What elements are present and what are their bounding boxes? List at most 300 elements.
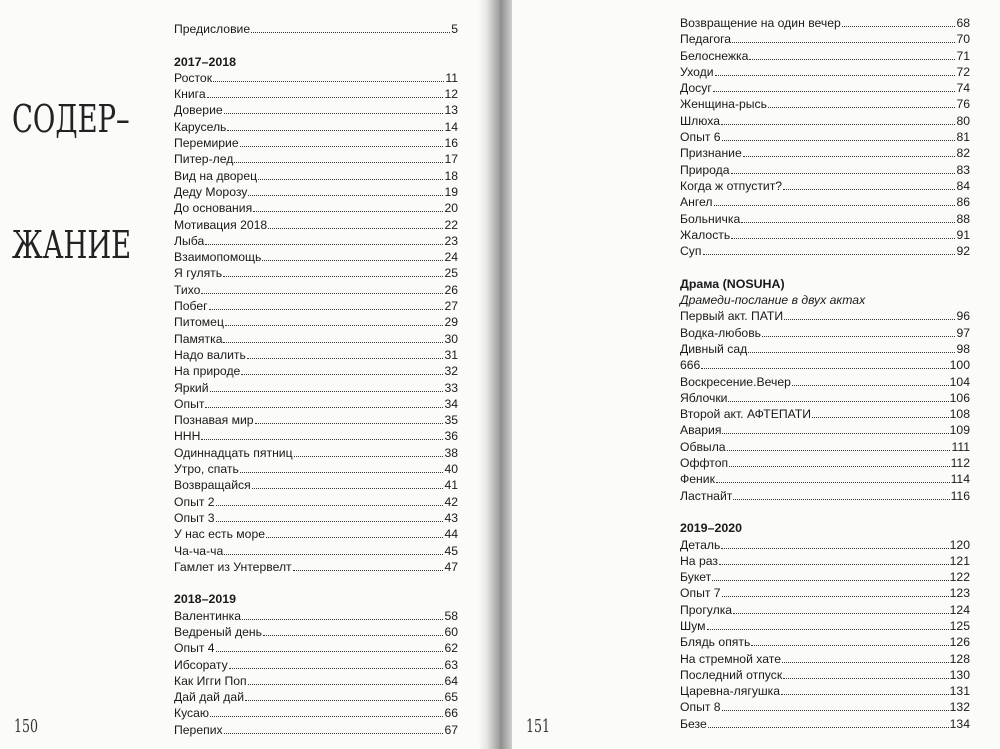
- toc-entry[interactable]: [680, 243, 970, 259]
- contents-title: [12, 14, 131, 350]
- toc-entry[interactable]: [174, 559, 458, 575]
- toc-entry[interactable]: [174, 722, 458, 738]
- toc-entry-page: 47: [444, 559, 458, 574]
- toc-leader-dots: [210, 716, 443, 717]
- toc-entry-title: Перепих: [174, 722, 223, 737]
- toc-entry-title: Опыт 7: [680, 586, 721, 601]
- toc-entry-page: 24: [444, 250, 458, 265]
- toc-entry-page: 120: [949, 537, 970, 552]
- toc-entry-title: Опыт 3: [174, 510, 215, 525]
- toc-leader-dots: [223, 342, 443, 343]
- toc-entry[interactable]: [680, 374, 970, 390]
- toc-entry[interactable]: [174, 428, 458, 444]
- toc-entry-page: 29: [444, 315, 458, 330]
- toc-entry-page: 111: [951, 439, 970, 454]
- toc-entry-page: 60: [444, 624, 458, 639]
- toc-entry[interactable]: [680, 455, 970, 471]
- toc-entry-title: На раз: [680, 553, 718, 568]
- toc-leader-dots: [207, 97, 444, 98]
- toc-leader-dots: [205, 407, 443, 408]
- toc-leader-dots: [722, 710, 949, 711]
- toc-entry[interactable]: [174, 102, 458, 118]
- toc-entry-title: Дай дай дай: [174, 690, 245, 705]
- toc-entry-title: Одиннадцать пятниц: [174, 445, 293, 460]
- toc-leader-dots: [714, 205, 956, 206]
- toc-entry[interactable]: [174, 298, 458, 314]
- toc-entry[interactable]: [680, 683, 970, 699]
- toc-entry-page: 13: [444, 103, 458, 118]
- toc-entry[interactable]: [680, 64, 970, 80]
- toc-entry-title: Доверие: [174, 103, 223, 118]
- toc-entry-title: Прогулка: [680, 602, 733, 617]
- toc-entry-title: Книга: [174, 87, 206, 102]
- toc-entry-title: Питомец: [174, 315, 224, 330]
- toc-entry[interactable]: [174, 233, 458, 249]
- toc-leader-dots: [241, 374, 443, 375]
- toc-entry-page: 81: [956, 130, 970, 145]
- toc-column-right: [680, 15, 970, 732]
- toc-entry[interactable]: [680, 634, 970, 650]
- toc-entry[interactable]: [174, 477, 458, 493]
- toc-entry-page: 124: [949, 602, 970, 617]
- toc-leader-dots: [248, 195, 443, 196]
- toc-entry[interactable]: [680, 537, 970, 553]
- toc-entry[interactable]: [174, 380, 458, 396]
- toc-leader-dots: [216, 521, 444, 522]
- toc-entry[interactable]: [680, 129, 970, 145]
- toc-entry[interactable]: [680, 113, 970, 129]
- toc-leader-dots: [205, 244, 443, 245]
- toc-entry-title: Опыт 6: [680, 130, 721, 145]
- toc-leader-dots: [258, 179, 443, 180]
- toc-entry-page: 66: [444, 706, 458, 721]
- toc-entry[interactable]: [174, 608, 458, 624]
- toc-entry-preface[interactable]: [174, 21, 458, 37]
- toc-entry-title: Ибсорату: [174, 657, 228, 672]
- toc-leader-dots: [751, 645, 948, 646]
- toc-entry[interactable]: [174, 200, 458, 216]
- toc-entry[interactable]: [680, 308, 970, 324]
- toc-column-left: [174, 21, 458, 738]
- toc-leader-dots: [248, 684, 444, 685]
- section-heading: Драма (NOSUHA): [680, 276, 785, 291]
- toc-entry[interactable]: [680, 618, 970, 634]
- toc-entry-page: 11: [445, 70, 458, 85]
- toc-entry[interactable]: [680, 602, 970, 618]
- toc-entry-page: 44: [444, 527, 458, 542]
- section-heading: 2018–2019: [174, 592, 237, 607]
- section-subtitle: Драмеди-послание в двух актах: [680, 293, 866, 308]
- toc-entry[interactable]: [174, 347, 458, 363]
- toc-leader-dots: [741, 222, 955, 223]
- toc-leader-dots: [722, 596, 949, 597]
- toc-entry[interactable]: [174, 265, 458, 281]
- toc-leader-dots: [792, 385, 949, 386]
- toc-entry-title: Больничка: [680, 211, 741, 226]
- toc-leader-dots: [252, 488, 444, 489]
- section-heading: 2019–2020: [680, 521, 743, 536]
- toc-entry[interactable]: [174, 461, 458, 477]
- toc-leader-dots: [245, 700, 443, 701]
- toc-leader-dots: [842, 26, 956, 27]
- section-heading: 2017–2018: [174, 54, 237, 69]
- toc-leader-dots: [216, 505, 444, 506]
- toc-entry-title: Шум: [680, 618, 706, 633]
- toc-entry-title: На стремной хате: [680, 651, 781, 666]
- toc-leader-dots: [209, 309, 444, 310]
- toc-entry[interactable]: [174, 412, 458, 428]
- toc-leader-dots: [224, 113, 444, 114]
- toc-entry-page: 131: [949, 684, 970, 699]
- toc-entry[interactable]: [680, 325, 970, 341]
- toc-entry-title: Досуг: [680, 81, 712, 96]
- toc-entry-page: 104: [949, 374, 970, 389]
- toc-leader-dots: [201, 439, 443, 440]
- toc-entry[interactable]: [680, 357, 970, 373]
- toc-entry-title: Яркий: [174, 380, 209, 395]
- toc-entry-page: 12: [444, 87, 458, 102]
- toc-leader-dots: [721, 548, 948, 549]
- toc-entry-title: Опыт 2: [174, 494, 215, 509]
- toc-entry-title: Валентинка: [174, 608, 242, 623]
- toc-entry-title: Я гулять: [174, 266, 223, 281]
- toc-entry-title: Памятка: [174, 331, 223, 346]
- toc-leader-dots: [731, 238, 955, 239]
- toc-entry-page: 86: [956, 195, 970, 210]
- toc-entry-page: 34: [444, 396, 458, 411]
- toc-entry[interactable]: [680, 439, 970, 455]
- toc-entry-page: 65: [444, 690, 458, 705]
- toc-entry-title: Росток: [174, 70, 213, 85]
- toc-entry-title: Блядь опять: [680, 635, 751, 650]
- toc-entry-title: Обвыла: [680, 439, 726, 454]
- toc-entry-page: 35: [444, 413, 458, 428]
- toc-entry-title: Шлюха: [680, 113, 721, 128]
- toc-entry-page: 112: [950, 456, 970, 471]
- toc-entry[interactable]: [174, 249, 458, 265]
- toc-leader-dots: [225, 325, 444, 326]
- toc-leader-dots: [224, 554, 443, 555]
- toc-entry[interactable]: [680, 31, 970, 47]
- toc-entry-title: Взаимопомощь: [174, 250, 262, 265]
- toc-leader-dots: [223, 276, 443, 277]
- toc-entry-title: Опыт 4: [174, 641, 215, 656]
- toc-entry[interactable]: [680, 716, 970, 732]
- toc-leader-dots: [201, 293, 443, 294]
- toc-entry[interactable]: [174, 445, 458, 461]
- toc-leader-dots: [712, 580, 948, 581]
- toc-entry-page: 122: [949, 570, 970, 585]
- toc-entry-title: Перемирие: [174, 136, 239, 151]
- toc-entry-page: 68: [956, 16, 970, 30]
- toc-entry-page: 41: [444, 478, 458, 493]
- toc-entry[interactable]: [174, 640, 458, 656]
- toc-leader-dots: [722, 140, 956, 141]
- toc-entry[interactable]: [680, 178, 970, 194]
- toc-entry-title: Яблочки: [680, 390, 728, 405]
- toc-leader-dots: [781, 694, 949, 695]
- toc-entry-title: Воскресение.Вечер: [680, 374, 791, 389]
- toc-entry-page: 20: [444, 201, 458, 216]
- toc-entry-title: Вид на дворец: [174, 168, 258, 183]
- toc-entry-title: Ведреный день: [174, 624, 262, 639]
- toc-entry[interactable]: [174, 689, 458, 705]
- toc-leader-dots: [234, 162, 443, 163]
- toc-entry-page: 125: [949, 618, 970, 633]
- toc-entry[interactable]: [680, 651, 970, 667]
- toc-entry-page: 91: [956, 227, 970, 242]
- toc-leader-dots: [727, 450, 951, 451]
- toc-entry[interactable]: [680, 96, 970, 112]
- toc-entry-page: 14: [444, 119, 458, 134]
- toc-entry-page: 97: [956, 325, 970, 340]
- toc-entry-title: Как Игги Поп: [174, 673, 247, 688]
- toc-entry[interactable]: [174, 624, 458, 640]
- toc-leader-dots: [707, 629, 949, 630]
- toc-entry-title: Суп: [680, 244, 702, 259]
- toc-leader-dots: [703, 254, 956, 255]
- toc-leader-dots: [782, 662, 949, 663]
- toc-entry-title: Букет: [680, 570, 712, 585]
- toc-entry[interactable]: [680, 667, 970, 683]
- toc-entry-page: 40: [444, 462, 458, 477]
- toc-entry-page: 108: [949, 407, 970, 422]
- toc-leader-dots: [708, 727, 949, 728]
- toc-leader-dots: [733, 499, 949, 500]
- toc-entry[interactable]: [174, 673, 458, 689]
- toc-entry-title: Мотивация 2018: [174, 217, 268, 232]
- toc-entry-page: 132: [949, 700, 970, 715]
- toc-entry[interactable]: [174, 657, 458, 673]
- toc-entry-page: 121: [949, 553, 970, 568]
- toc-entry[interactable]: [680, 194, 970, 210]
- toc-entry-title: Феник: [680, 472, 715, 487]
- toc-entry-title: Ластнайт: [680, 488, 733, 503]
- toc-leader-dots: [268, 228, 443, 229]
- toc-entry-title: Женщина-рысь: [680, 97, 767, 112]
- toc-entry-title: Авария: [680, 423, 722, 438]
- toc-entry-page: 96: [956, 309, 970, 324]
- toc-leader-dots: [266, 537, 443, 538]
- toc-leader-dots: [240, 146, 444, 147]
- toc-leader-dots: [240, 472, 444, 473]
- toc-entry-page: 36: [444, 429, 458, 444]
- toc-entry[interactable]: [680, 585, 970, 601]
- toc-leader-dots: [719, 564, 949, 565]
- toc-entry-page: 70: [956, 32, 970, 47]
- contents-title-line-1: СОДЕР–: [12, 97, 130, 141]
- toc-entry-page: 106: [949, 390, 970, 405]
- toc-entry-title: Первый акт. ПАТИ: [680, 309, 784, 324]
- toc-leader-dots: [293, 570, 444, 571]
- toc-entry[interactable]: [680, 471, 970, 487]
- toc-entry-title: Деталь: [680, 537, 721, 552]
- toc-entry[interactable]: [680, 569, 970, 585]
- toc-entry-page: 32: [444, 364, 458, 379]
- toc-entry-page: 84: [956, 178, 970, 193]
- toc-entry[interactable]: [680, 422, 970, 438]
- toc-entry-page: 128: [949, 651, 970, 666]
- toc-leader-dots: [213, 81, 444, 82]
- toc-entry-page: 134: [949, 716, 970, 731]
- toc-leader-dots: [783, 678, 948, 679]
- toc-leader-dots: [762, 336, 955, 337]
- toc-entry-page: 43: [444, 510, 458, 525]
- toc-leader-dots: [210, 391, 444, 392]
- toc-entry[interactable]: [680, 699, 970, 715]
- toc-entry[interactable]: [680, 211, 970, 227]
- toc-entry-title: Тихо: [174, 282, 201, 297]
- toc-entry[interactable]: [174, 331, 458, 347]
- toc-entry-page: 114: [950, 472, 970, 487]
- toc-entry-title: Второй акт. АФТЕПАТИ: [680, 407, 811, 422]
- toc-entry-title: Деду Морозу: [174, 184, 248, 199]
- toc-entry-title: Белоснежка: [680, 48, 749, 63]
- toc-entry[interactable]: [174, 168, 458, 184]
- toc-entry-title: Возвращайся: [174, 478, 251, 493]
- toc-entry[interactable]: [174, 151, 458, 167]
- toc-leader-dots: [721, 124, 955, 125]
- toc-leader-dots: [783, 189, 955, 190]
- toc-entry-page: 126: [949, 635, 970, 650]
- toc-leader-dots: [229, 668, 444, 669]
- toc-entry[interactable]: [174, 705, 458, 721]
- toc-entry[interactable]: [680, 48, 970, 64]
- toc-entry-page: 45: [444, 543, 458, 558]
- toc-entry-title: Питер-лед: [174, 152, 234, 167]
- toc-leader-dots: [253, 211, 443, 212]
- toc-entry-title: Предисловие: [174, 22, 251, 36]
- toc-entry-title: Опыт 8: [680, 700, 721, 715]
- toc-entry-page: 76: [956, 97, 970, 112]
- toc-entry[interactable]: [680, 341, 970, 357]
- toc-entry-title: Природа: [680, 162, 730, 177]
- toc-leader-dots: [242, 619, 443, 620]
- left-page: [0, 0, 488, 749]
- toc-entry-title: Утро, спать: [174, 462, 239, 477]
- toc-entry[interactable]: [680, 15, 970, 31]
- toc-entry[interactable]: [680, 80, 970, 96]
- toc-entry-page: 22: [444, 217, 458, 232]
- toc-entry[interactable]: [174, 70, 458, 86]
- toc-entry[interactable]: [174, 282, 458, 298]
- toc-entry-page: 25: [444, 266, 458, 281]
- toc-entry-title: Дивный сад: [680, 341, 748, 356]
- toc-entry[interactable]: [174, 119, 458, 135]
- toc-entry-page: 58: [444, 608, 458, 623]
- toc-entry[interactable]: [174, 86, 458, 102]
- toc-entry-page: 38: [444, 445, 458, 460]
- toc-leader-dots: [715, 75, 956, 76]
- toc-entry[interactable]: [680, 406, 970, 422]
- toc-leader-dots: [713, 91, 956, 92]
- toc-entry[interactable]: [680, 162, 970, 178]
- toc-entry-page: 30: [444, 331, 458, 346]
- toc-entry-title: Карусель: [174, 119, 227, 134]
- toc-leader-dots: [224, 733, 444, 734]
- toc-leader-dots: [731, 173, 956, 174]
- toc-entry[interactable]: [174, 526, 458, 542]
- toc-entry-page: 31: [444, 347, 458, 362]
- toc-entry[interactable]: [174, 494, 458, 510]
- toc-entry[interactable]: [680, 227, 970, 243]
- toc-entry-title: Возвращение на один вечер: [680, 16, 841, 30]
- toc-entry[interactable]: [174, 184, 458, 200]
- toc-leader-dots: [216, 651, 444, 652]
- toc-entry-title: Кусаю: [174, 706, 210, 721]
- toc-leader-dots: [784, 319, 955, 320]
- toc-entry-page: 116: [950, 488, 970, 503]
- toc-entry-page: 74: [956, 81, 970, 96]
- toc-entry-title: Побег: [174, 299, 208, 314]
- toc-entry-page: 109: [949, 423, 970, 438]
- toc-entry-title: Гамлет из Унтервелт: [174, 559, 292, 574]
- toc-entry-page: 5: [451, 22, 458, 36]
- toc-entry-title: До основания: [174, 201, 253, 216]
- toc-entry-page: 88: [956, 211, 970, 226]
- toc-entry-page: 19: [444, 184, 458, 199]
- toc-entry[interactable]: [174, 543, 458, 559]
- toc-leader-dots: [729, 466, 949, 467]
- toc-entry-page: 64: [444, 673, 458, 688]
- toc-entry-page: 98: [956, 341, 970, 356]
- toc-entry-page: 92: [956, 244, 970, 259]
- toc-leader-dots: [728, 401, 948, 402]
- toc-entry-page: 100: [949, 358, 970, 373]
- toc-entry[interactable]: [174, 396, 458, 412]
- toc-entry-page: 72: [956, 64, 970, 79]
- toc-leader-dots: [812, 417, 949, 418]
- right-page-number: 151: [526, 716, 551, 737]
- toc-entry-page: 83: [956, 162, 970, 177]
- toc-leader-dots: [722, 433, 948, 434]
- contents-title-line-2: ЖАНИЕ: [12, 223, 132, 267]
- toc-entry-title: Безе: [680, 716, 707, 731]
- toc-leader-dots: [733, 613, 949, 614]
- toc-entry[interactable]: [680, 488, 970, 504]
- toc-entry-page: 80: [956, 113, 970, 128]
- toc-entry-title: Оффтоп: [680, 456, 729, 471]
- toc-entry-title: Царевна-лягушка: [680, 684, 781, 699]
- toc-leader-dots: [227, 130, 443, 131]
- toc-entry-title: Водка-любовь: [680, 325, 762, 340]
- toc-leader-dots: [247, 358, 444, 359]
- toc-entry[interactable]: [174, 363, 458, 379]
- toc-leader-dots: [768, 107, 955, 108]
- toc-entry-page: 17: [444, 152, 458, 167]
- toc-entry-page: 62: [444, 641, 458, 656]
- toc-entry-page: 71: [956, 48, 970, 63]
- toc-entry-title: Ча-ча-ча: [174, 543, 224, 558]
- toc-entry[interactable]: [680, 553, 970, 569]
- toc-entry-page: 42: [444, 494, 458, 509]
- toc-entry-page: 18: [444, 168, 458, 183]
- toc-entry[interactable]: [174, 217, 458, 233]
- toc-entry[interactable]: [680, 390, 970, 406]
- toc-leader-dots: [251, 32, 450, 33]
- toc-entry[interactable]: [174, 135, 458, 151]
- toc-entry-page: 63: [444, 657, 458, 672]
- toc-entry-page: 26: [444, 282, 458, 297]
- toc-entry-title: Когда ж отпустит?: [680, 178, 783, 193]
- right-page: [512, 0, 1000, 749]
- toc-entry-page: 16: [444, 136, 458, 151]
- toc-entry[interactable]: [174, 510, 458, 526]
- toc-entry-title: Уходи: [680, 64, 714, 79]
- toc-entry[interactable]: [174, 314, 458, 330]
- toc-entry-title: Жалость: [680, 227, 731, 242]
- toc-entry[interactable]: [680, 145, 970, 161]
